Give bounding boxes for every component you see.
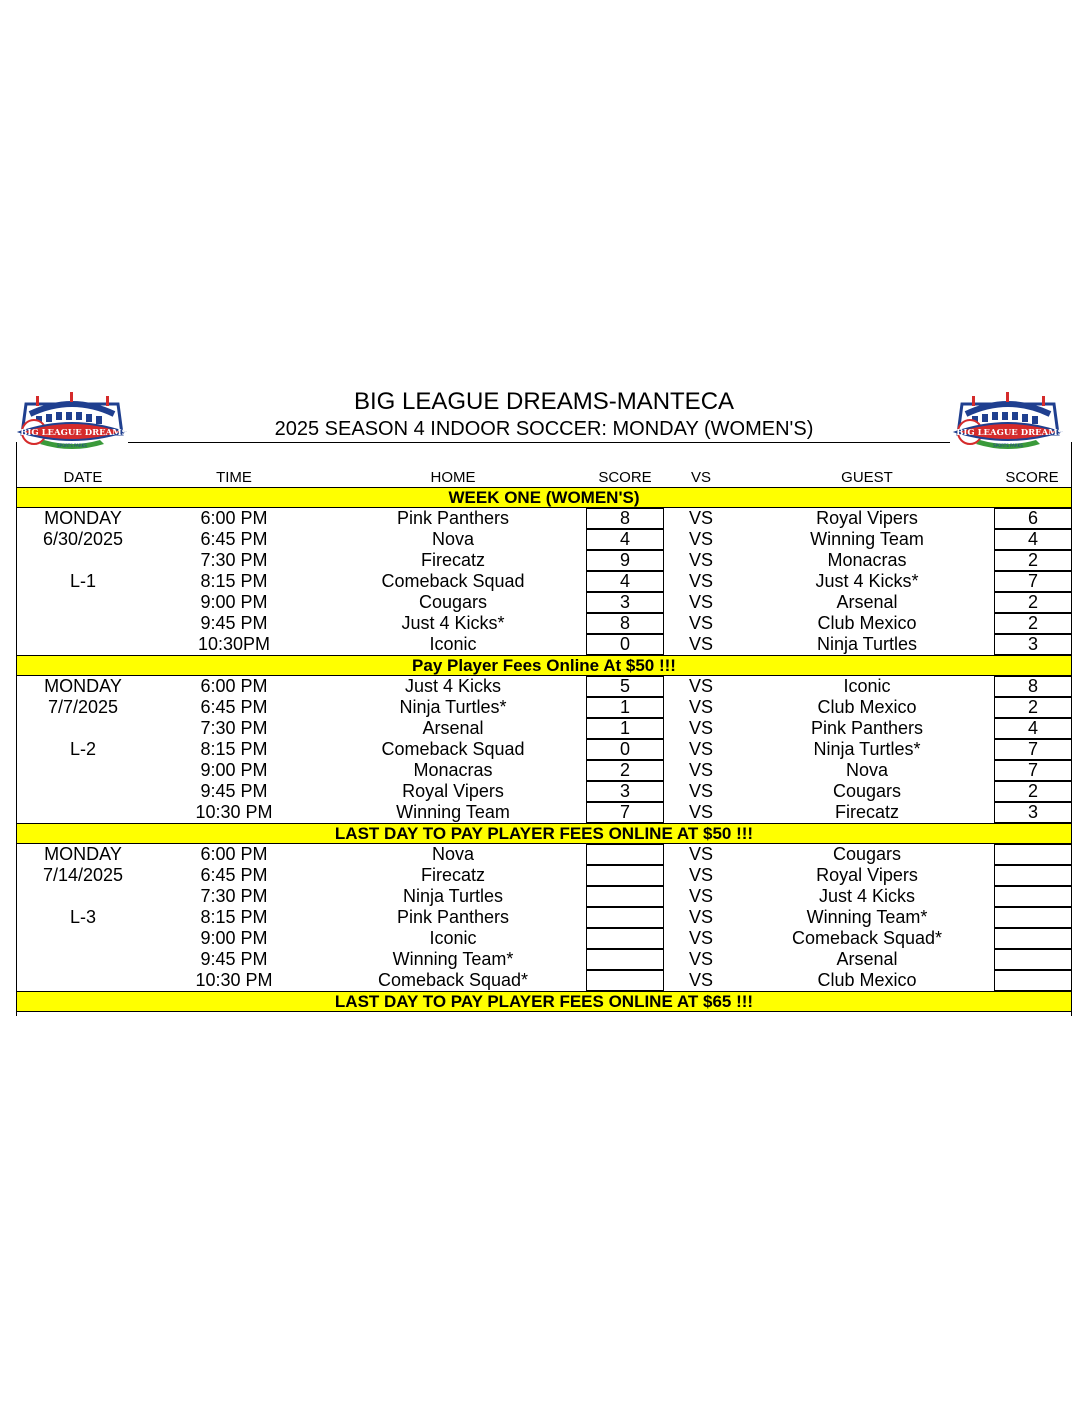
vs-label: VS xyxy=(688,718,713,738)
guest-score: 2 xyxy=(994,550,1072,571)
guest-team: Monacras xyxy=(827,550,907,570)
game-date xyxy=(16,886,150,907)
home-score: 9 xyxy=(586,550,664,571)
guest-score: 3 xyxy=(994,802,1072,823)
guest-score xyxy=(994,865,1072,886)
guest-team: Arsenal xyxy=(836,592,898,612)
game-date xyxy=(16,613,150,634)
guest-team: Royal Vipers xyxy=(816,865,918,885)
logo-subtext: SPORTS PARKS xyxy=(993,443,1023,448)
game-row xyxy=(16,928,1072,949)
vs-label: VS xyxy=(688,676,713,696)
page-subtitle: 2025 SEASON 4 INDOOR SOCCER: MONDAY (WOMEN'S) xyxy=(274,418,814,440)
header-home-score: SCORE xyxy=(598,469,652,486)
game-date xyxy=(16,718,150,739)
home-score: 7 xyxy=(586,802,664,823)
guest-score: 7 xyxy=(994,739,1072,760)
vs-label: VS xyxy=(688,844,713,864)
game-date: L-3 xyxy=(69,907,96,927)
guest-score: 4 xyxy=(994,718,1072,739)
home-team: Comeback Squad xyxy=(381,571,525,591)
game-date: 7/14/2025 xyxy=(42,865,124,885)
home-team: Monacras xyxy=(413,760,493,780)
home-team: Firecatz xyxy=(420,865,485,885)
home-score: 1 xyxy=(586,718,664,739)
home-team: Winning Team xyxy=(396,802,510,822)
guest-score xyxy=(994,949,1072,970)
guest-score: 7 xyxy=(994,760,1072,781)
game-time: 6:45 PM xyxy=(200,697,268,717)
guest-score: 7 xyxy=(994,571,1072,592)
game-date: MONDAY xyxy=(44,508,122,528)
home-score xyxy=(586,865,664,886)
schedule-table xyxy=(16,442,1072,1012)
home-team: Ninja Turtles* xyxy=(399,697,507,717)
game-row xyxy=(16,781,1072,802)
game-time: 7:30 PM xyxy=(200,718,268,738)
game-date xyxy=(16,802,150,823)
home-team: Arsenal xyxy=(422,718,484,738)
game-date: 7/7/2025 xyxy=(47,697,119,717)
guest-team: Nova xyxy=(845,760,889,780)
home-team: Royal Vipers xyxy=(402,781,504,801)
guest-team: Pink Panthers xyxy=(810,718,924,738)
banner-last-day-50: LAST DAY TO PAY PLAYER FEES ONLINE AT $50 !!! xyxy=(16,823,1072,844)
home-score xyxy=(586,907,664,928)
home-score xyxy=(586,970,664,991)
vs-label: VS xyxy=(688,592,713,612)
game-row xyxy=(16,760,1072,781)
game-row xyxy=(16,613,1072,634)
header-date: DATE xyxy=(63,469,103,486)
vs-label: VS xyxy=(688,928,713,948)
home-team: Nova xyxy=(431,529,475,549)
game-date xyxy=(16,970,150,991)
vs-label: VS xyxy=(688,697,713,717)
game-date xyxy=(16,634,150,655)
guest-team: Club Mexico xyxy=(817,970,917,990)
logo-text: BIG LEAGUE DREAMS xyxy=(20,428,128,438)
vs-label: VS xyxy=(688,865,713,885)
guest-team: Royal Vipers xyxy=(816,508,918,528)
game-date: MONDAY xyxy=(44,844,122,864)
game-time: 8:15 PM xyxy=(200,739,268,759)
week-1-games xyxy=(16,508,1072,655)
home-score: 8 xyxy=(586,508,664,529)
home-score: 3 xyxy=(586,592,664,613)
header-guest: GUEST xyxy=(841,469,893,486)
guest-score xyxy=(994,844,1072,865)
logo-subtext: SPORTS PARKS xyxy=(57,443,87,448)
home-team: Firecatz xyxy=(420,550,485,570)
game-row xyxy=(16,739,1072,760)
home-team: Just 4 Kicks* xyxy=(401,613,505,633)
home-score: 3 xyxy=(586,781,664,802)
game-row xyxy=(16,571,1072,592)
game-date xyxy=(16,781,150,802)
vs-label: VS xyxy=(688,949,713,969)
game-date xyxy=(16,592,150,613)
home-team: Just 4 Kicks xyxy=(404,676,502,696)
home-score xyxy=(586,844,664,865)
game-time: 9:45 PM xyxy=(200,613,268,633)
game-time: 10:30PM xyxy=(197,634,271,654)
guest-score: 6 xyxy=(994,508,1072,529)
header-guest-score: SCORE xyxy=(1005,469,1059,486)
guest-team: Iconic xyxy=(843,676,891,696)
home-team: Nova xyxy=(431,844,475,864)
game-row xyxy=(16,697,1072,718)
home-score: 1 xyxy=(586,697,664,718)
guest-score xyxy=(994,970,1072,991)
game-time: 6:45 PM xyxy=(200,529,268,549)
vs-label: VS xyxy=(688,550,713,570)
spacer-row xyxy=(16,442,1072,466)
game-row xyxy=(16,844,1072,865)
home-score xyxy=(586,949,664,970)
game-row xyxy=(16,949,1072,970)
game-date xyxy=(16,949,150,970)
column-header-row xyxy=(16,466,1072,487)
vs-label: VS xyxy=(688,781,713,801)
game-row xyxy=(16,592,1072,613)
vs-label: VS xyxy=(688,571,713,591)
game-row xyxy=(16,886,1072,907)
game-time: 6:45 PM xyxy=(200,865,268,885)
game-time: 8:15 PM xyxy=(200,571,268,591)
game-date: 6/30/2025 xyxy=(42,529,124,549)
home-team: Comeback Squad* xyxy=(377,970,529,990)
home-score: 4 xyxy=(586,571,664,592)
header-home: HOME xyxy=(430,469,476,486)
guest-score: 2 xyxy=(994,781,1072,802)
guest-team: Winning Team xyxy=(810,529,924,549)
home-team: Pink Panthers xyxy=(396,508,510,528)
guest-team: Firecatz xyxy=(834,802,899,822)
game-time: 6:00 PM xyxy=(200,676,268,696)
guest-score xyxy=(994,907,1072,928)
game-time: 9:45 PM xyxy=(200,949,268,969)
vs-label: VS xyxy=(688,529,713,549)
vs-label: VS xyxy=(688,739,713,759)
guest-team: Just 4 Kicks xyxy=(818,886,916,906)
vs-label: VS xyxy=(688,802,713,822)
vs-label: VS xyxy=(688,907,713,927)
game-row xyxy=(16,907,1072,928)
home-team: Pink Panthers xyxy=(396,907,510,927)
vs-label: VS xyxy=(688,508,713,528)
game-row xyxy=(16,970,1072,991)
game-row xyxy=(16,508,1072,529)
game-date xyxy=(16,928,150,949)
logo-text: BIG LEAGUE DREAMS xyxy=(956,428,1064,438)
home-score: 5 xyxy=(586,676,664,697)
home-team: Cougars xyxy=(418,592,488,612)
banner-last-day-65: LAST DAY TO PAY PLAYER FEES ONLINE AT $65 !!! xyxy=(16,991,1072,1012)
home-team: Iconic xyxy=(429,928,477,948)
week-3-games xyxy=(16,844,1072,991)
game-time: 10:30 PM xyxy=(195,970,273,990)
game-time: 9:00 PM xyxy=(200,928,268,948)
header-vs: VS xyxy=(690,469,711,486)
home-score xyxy=(586,928,664,949)
vs-label: VS xyxy=(688,886,713,906)
game-time: 6:00 PM xyxy=(200,508,268,528)
home-team: Winning Team* xyxy=(392,949,514,969)
guest-score: 8 xyxy=(994,676,1072,697)
game-date: MONDAY xyxy=(44,676,122,696)
game-date xyxy=(16,550,150,571)
guest-team: Arsenal xyxy=(836,949,898,969)
home-team: Iconic xyxy=(429,634,477,654)
game-row xyxy=(16,865,1072,886)
vs-label: VS xyxy=(688,634,713,654)
game-date: L-2 xyxy=(69,739,96,759)
guest-team: Ninja Turtles xyxy=(816,634,918,654)
game-time: 6:00 PM xyxy=(200,844,268,864)
game-row xyxy=(16,676,1072,697)
game-time: 10:30 PM xyxy=(195,802,273,822)
guest-team: Comeback Squad* xyxy=(791,928,943,948)
header-time: TIME xyxy=(216,469,252,486)
home-score: 0 xyxy=(586,739,664,760)
game-date: L-1 xyxy=(69,571,96,591)
game-time: 9:45 PM xyxy=(200,781,268,801)
vs-label: VS xyxy=(688,970,713,990)
guest-team: Club Mexico xyxy=(817,697,917,717)
week-2-games xyxy=(16,676,1072,823)
game-row xyxy=(16,718,1072,739)
guest-team: Ninja Turtles* xyxy=(813,739,921,759)
game-row xyxy=(16,529,1072,550)
guest-score: 4 xyxy=(994,529,1072,550)
game-row xyxy=(16,802,1072,823)
guest-team: Just 4 Kicks* xyxy=(815,571,919,591)
vs-label: VS xyxy=(688,760,713,780)
game-row xyxy=(16,634,1072,655)
game-date xyxy=(16,760,150,781)
home-score: 4 xyxy=(586,529,664,550)
game-time: 9:00 PM xyxy=(200,592,268,612)
guest-score: 3 xyxy=(994,634,1072,655)
guest-team: Club Mexico xyxy=(817,613,917,633)
vs-label: VS xyxy=(688,613,713,633)
banner-week-one: WEEK ONE (WOMEN'S) xyxy=(16,487,1072,508)
guest-score xyxy=(994,886,1072,907)
home-score: 0 xyxy=(586,634,664,655)
home-score: 8 xyxy=(586,613,664,634)
guest-team: Cougars xyxy=(832,781,902,801)
guest-score xyxy=(994,928,1072,949)
guest-score: 2 xyxy=(994,613,1072,634)
game-time: 8:15 PM xyxy=(200,907,268,927)
guest-score: 2 xyxy=(994,592,1072,613)
game-time: 7:30 PM xyxy=(200,550,268,570)
game-time: 9:00 PM xyxy=(200,760,268,780)
home-team: Comeback Squad xyxy=(381,739,525,759)
guest-score: 2 xyxy=(994,697,1072,718)
guest-team: Cougars xyxy=(832,844,902,864)
banner-fee-notice: Pay Player Fees Online At $50 !!! xyxy=(16,655,1072,676)
game-row xyxy=(16,550,1072,571)
page-title: BIG LEAGUE DREAMS-MANTECA xyxy=(353,388,735,415)
home-score xyxy=(586,886,664,907)
home-team: Ninja Turtles xyxy=(402,886,504,906)
home-score: 2 xyxy=(586,760,664,781)
guest-team: Winning Team* xyxy=(806,907,928,927)
game-time: 7:30 PM xyxy=(200,886,268,906)
